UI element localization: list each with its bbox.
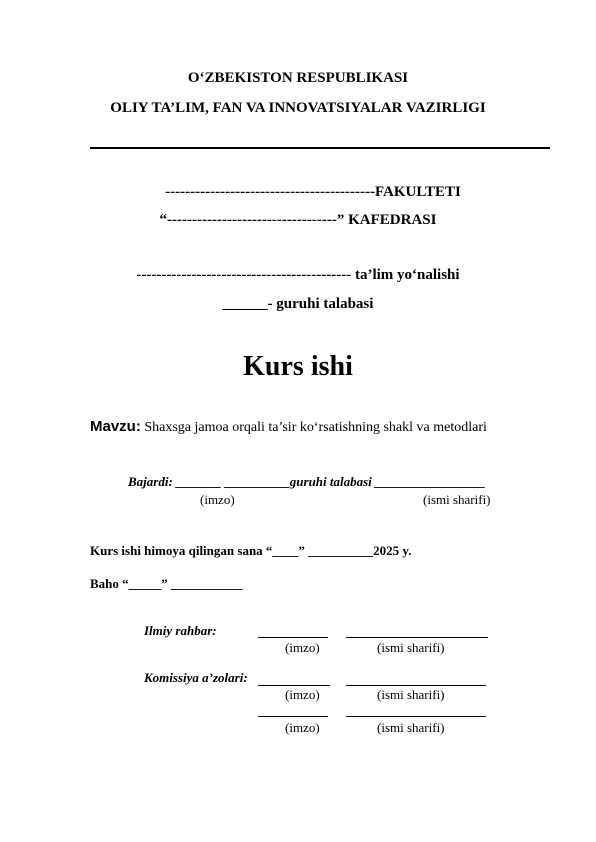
performer-signature-caption: (imzo)	[200, 492, 235, 507]
commission-signature-line	[258, 716, 328, 717]
direction-line: ------------------------------------------- ta’lim yo‘nalishi	[136, 267, 460, 283]
performer-name-caption: (ismi sharifi)	[423, 492, 491, 507]
supervisor-label: Ilmiy rahbar:	[144, 623, 217, 638]
topic-value: Shaxsga jamoa orqali ta’sir ko‘rsatishning shakl va metodlari	[144, 420, 487, 435]
faculty-line: ------------------------------------------FAKULTETI	[165, 184, 461, 200]
topic-label: Mavzu:	[90, 418, 141, 435]
supervisor-signature-caption: (imzo)	[285, 640, 320, 655]
commission-signature-caption: (imzo)	[285, 720, 320, 735]
supervisor-name-line	[346, 637, 488, 638]
document-title: Kurs ishi	[243, 351, 353, 382]
commission-name-caption: (ismi sharifi)	[377, 687, 445, 702]
commission-signature-caption: (imzo)	[285, 687, 320, 702]
department-line: “----------------------------------” KAFEDRASI	[159, 212, 437, 228]
commission-name-caption: (ismi sharifi)	[377, 720, 445, 735]
performer-line: Bajardi: _______ __________guruhi talabasi _________________	[128, 474, 486, 489]
grade-line: Baho “_____” ___________	[90, 576, 243, 591]
commission-name-line	[346, 716, 486, 717]
republic-heading: O‘ZBEKISTON RESPUBLIKASI	[187, 70, 409, 86]
commission-signature-line	[258, 685, 330, 686]
commission-label: Komissiya a’zolari:	[144, 670, 248, 685]
header-divider	[90, 147, 550, 149]
defense-date-line: Kurs ishi himoya qilingan sana “____” __________2025 y.	[90, 543, 412, 558]
group-line: ______- guruhi talabasi	[222, 296, 374, 312]
supervisor-name-caption: (ismi sharifi)	[377, 640, 445, 655]
topic-row	[90, 418, 487, 436]
supervisor-signature-line	[258, 637, 328, 638]
ministry-heading: OLIY TA’LIM, FAN VA INNOVATSIYALAR VAZIRLIGI	[110, 100, 486, 116]
commission-name-line	[346, 685, 486, 686]
